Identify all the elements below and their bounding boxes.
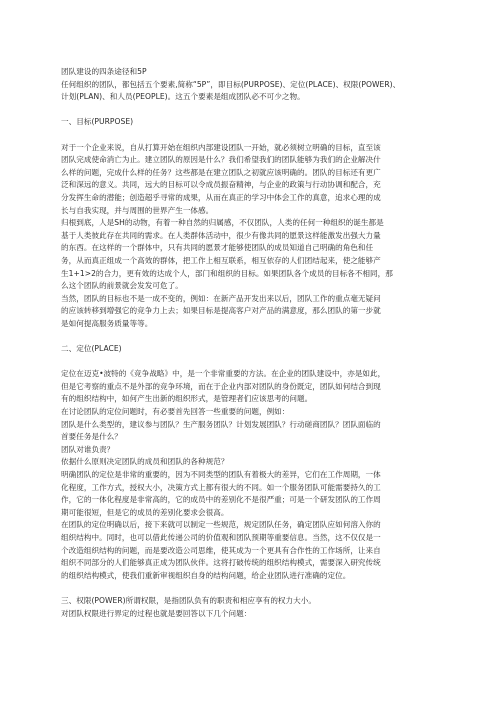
- body-line: 但是它考察的重点不是外部的竞争环境，而在于企业内部对团队的身份既定，团队如何结合到现: [61, 381, 381, 391]
- body-line: 明确团队的定位是非常的重要的，因为不同类型的团队有着极大的差异，它们在工作周期，一体: [61, 470, 381, 479]
- body-line: 么样的问题，完成什么样的任务？这些都是在建立团队之初就应该明确的。团队的目标还有更广: [61, 167, 381, 177]
- body-line: 期可能很短，但是它的成员的差别化要求会很高。: [61, 507, 229, 517]
- body-line: 组织结构中。同时，也可以借此传递公司的价值观和团队预期等重要信息。当然，这不仅仅是一: [61, 532, 381, 542]
- body-line: 是如何提高服务质量等等。: [61, 318, 153, 328]
- body-line: 化程度，工作方式，授权大小，决策方式上都有很大的不同。如一个服务团队可能需要持久的工: [61, 482, 381, 492]
- document-page: [61, 66, 455, 620]
- body-line: 作，它的一体化程度是非常高的，它的成员中的差别化不是很严重；可是一个研发团队的工作周: [61, 495, 381, 505]
- body-line: 的组织结构模式，使我们重新审视组织自身的结构问题，给企业团队进行准确的定位。: [61, 570, 351, 580]
- body-line: 当然，团队的目标也不是一成不变的，例如：在新产品开发出来以后，团队工作的重点毫无疑问: [61, 293, 381, 303]
- intro-line: 任何组织的团队，都包括五个要素,简称“5P”，即目标(PURPOSE)、定位(PLACE)、权限(POWER)、: [61, 79, 401, 89]
- paragraph-gap: [61, 356, 455, 369]
- body-line: 定位在迈克•波特的《竞争战略》中，是一个非常重要的方法。在企业的团队建设中，亦是如此，: [61, 369, 386, 379]
- paragraph-gap: [61, 104, 455, 117]
- section-heading: 三、权限(POWER)所谓权限，是指团队负有的职责和相应享有的权力大小。: [61, 595, 316, 605]
- body-line: 对团队权限进行界定的过程也就是要回答以下几个问题：: [61, 608, 252, 618]
- body-line: 团队完成使命消亡为止。建立团队的原因是什么？我们希望我们的团队能够为我们的企业解决什: [61, 155, 381, 165]
- body-line: 归根到底，人是SH的动物，有着一种自然的归属感，不仅团队，人类的任何一种组织的诞生都是: [61, 218, 384, 228]
- body-line: 么这个团队的前景就会发发可危了。: [61, 281, 183, 291]
- paragraph-gap: [61, 330, 455, 343]
- body-line: 团队对谁负责？: [61, 444, 115, 454]
- section-power: [61, 595, 455, 620]
- section-place: [61, 343, 455, 582]
- body-line: 首要任务是什么？: [61, 432, 122, 442]
- section-heading: 二、定位(PLACE): [61, 344, 122, 354]
- body-line: 组织不同部分的人们能够真正成为团队伙伴。这将打破传统的组织结构模式，需要深入研究传统: [61, 558, 381, 568]
- body-line: 的东西。在这样的一个群体中，只有共同的愿景才能够使团队的成员知道自己明确的角色和任: [61, 243, 374, 253]
- body-line: 务，从而真正组成一个高效的群体，把工作上相互联系，相互依存的人们团结起来，使之能够产: [61, 255, 381, 265]
- body-line: 分发挥生命的潜能；创造超乎寻常的成果，从而在真正的学习中体会工作的真意，追求心理的成: [61, 192, 381, 202]
- body-line: 团队是什么类型的，建议参与团队？生产服务团队？计划发展团队？行动磋商团队？团队面临的: [61, 419, 381, 429]
- document-title: 团队建设的四条途径和5P: [61, 67, 147, 76]
- section-heading: 一、目标(PURPOSE): [61, 117, 134, 127]
- body-line: 在讨论团队的定位问题时，有必要首先回答一些重要的问题，例如：: [61, 407, 290, 417]
- body-line: 依据什么原则决定团队的成员和团队的各种规范？: [61, 457, 229, 467]
- paragraph-gap: [61, 129, 455, 142]
- body-line: 在团队的定位明确以后，接下来就可以制定一些规范，规定团队任务，确定团队应如何溶入你的: [61, 520, 381, 530]
- intro-line: 计划(PLAN)、和人员(PEOPLE)。这五个要素是组成团队必不可少之物。: [61, 92, 305, 102]
- body-line: 基于人类彼此存在共同的需求。在人类群体活动中，很少有像共同的愿景这样能激发出强大力量: [61, 230, 381, 240]
- body-line: 对于一个企业来说，自从打算开始在组织内部建设团队一开始，就必须树立明确的目标，直至该: [61, 142, 381, 152]
- body-line: 个改造组织结构的问题，而是要改造公司思维，使其成为一个更具有合作性的工作场所，让来自: [61, 545, 381, 555]
- body-line: 长与自我实现，并与周围的世界产生一体感。: [61, 205, 214, 215]
- intro-block: [61, 66, 455, 104]
- body-line: 泛和深远的意义。共同，远大的目标可以令成员振奋精神，与企业的政策与行动协调和配合，充: [61, 180, 381, 190]
- body-line: 有的组织结构中，如何产生出新的组织形式，是管理者们应该思考的问题。: [61, 394, 313, 404]
- paragraph-gap: [61, 582, 455, 595]
- body-line: 生1+1>2的合力，更有效的达成个人，部门和组织的目标。如果团队各个成员的目标各不相同，那: [61, 268, 393, 278]
- body-line: 的应该转移到增强它的竞争力上去；如果目标是提高客户对产品的满意度，那么团队的第一步就: [61, 306, 381, 316]
- section-purpose: [61, 116, 455, 330]
